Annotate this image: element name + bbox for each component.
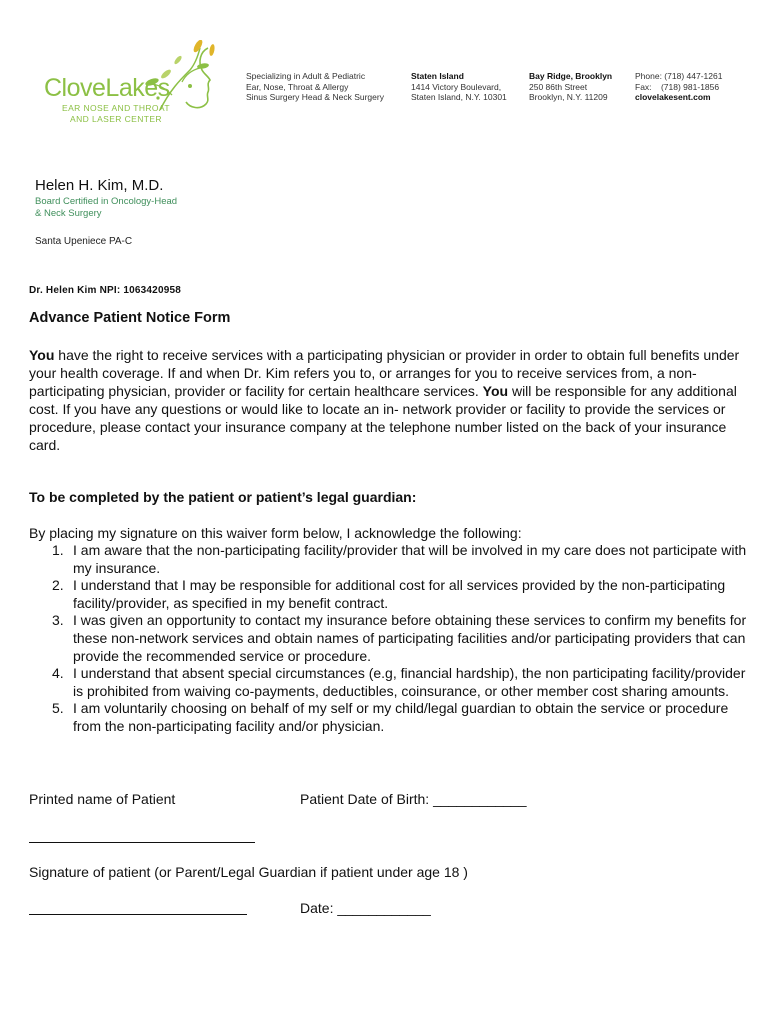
contact-info bbox=[635, 71, 760, 103]
fax-number: Fax: (718) 981-1856 bbox=[635, 81, 720, 92]
logo-subtitle: EAR NOSE AND THROAT AND LASER CENTER bbox=[62, 103, 170, 124]
staten-island-address: Staten Island 1414 Victory Boulevard, Staten Island, N.Y. 10301 bbox=[411, 71, 507, 102]
specialty-info: Specializing in Adult & Pediatric Ear, Nose, Throat & Allergy Sinus Surgery Head & Neck Surgery bbox=[246, 71, 384, 102]
acknowledgement-lead: By placing my signature on this waiver form below, I acknowledge the following: bbox=[29, 525, 522, 541]
doctor-npi: Dr. Helen Kim NPI: 1063420958 bbox=[29, 285, 181, 296]
completion-heading: To be completed by the patient or patient’s legal guardian: bbox=[29, 489, 417, 505]
printed-name-line[interactable] bbox=[29, 842, 255, 843]
doctor-certification: Board Certified in Oncology-Head & Neck Surgery bbox=[35, 196, 178, 219]
website-link[interactable]: clovelakesent.com bbox=[635, 92, 711, 102]
intro-paragraph: You have the right to receive services with a participating physician or provider in order to obtain full benefits under your health coverage. If and when Dr. Kim refers you to, or arranges for you to receive services from, a non-participating physician, provider or facility for certain healthcare services. You will be responsible for any additional cost. If you have any questions or would like to locate an in- network provider or facility to provide the services or procedure, please contact your insurance company at the telephone number listed on the back of your insurance card. bbox=[29, 347, 740, 453]
list-item: 5. I am voluntarily choosing on behalf of my self or my child/legal guardian to obtain the service or procedure from the non-participating facility and/or physician. bbox=[52, 700, 729, 734]
logo-wordmark: CloveLakes bbox=[44, 74, 170, 102]
bay-ridge-address: Bay Ridge, Brooklyn 250 86th Street Brooklyn, N.Y. 11209 bbox=[529, 71, 613, 102]
signature-line[interactable] bbox=[29, 914, 247, 915]
list-item: 3. I was given an opportunity to contact my insurance before obtaining these services to confirm my benefits for these non-network services and obtain names of participating facilities and/or participating providers that can provide the recommended service or procedure. bbox=[52, 612, 747, 664]
doctor-name: Helen H. Kim, M.D. bbox=[35, 177, 164, 194]
list-item: 4. I understand that absent special circumstances (e.g, financial hardship), the non participating facility/provider is prohibited from waiving co-payments, deductibles, coinsurance, or other member cost sharing amounts. bbox=[52, 665, 746, 699]
signature-label: Signature of patient (or Parent/Legal Guardian if patient under age 18 ) bbox=[29, 864, 468, 880]
list-item: 2. I understand that I may be responsible for additional cost for all services provided by the non-participating facility/provider, as specified in my benefit contract. bbox=[52, 577, 726, 611]
form-title: Advance Patient Notice Form bbox=[29, 310, 231, 326]
printed-name-label: Printed name of Patient bbox=[29, 791, 176, 807]
list-item: 1. I am aware that the non-participating facility/provider that will be involved in my care does not participate with my insurance. bbox=[52, 542, 747, 576]
date-field[interactable]: Date: ____________ bbox=[300, 900, 431, 916]
physician-assistant: Santa Upeniece PA-C bbox=[35, 236, 133, 247]
phone-number: Phone: (718) 447-1261 bbox=[635, 71, 723, 81]
date-of-birth-field[interactable]: Patient Date of Birth: ____________ bbox=[300, 791, 527, 807]
acknowledgement-list bbox=[52, 542, 752, 736]
